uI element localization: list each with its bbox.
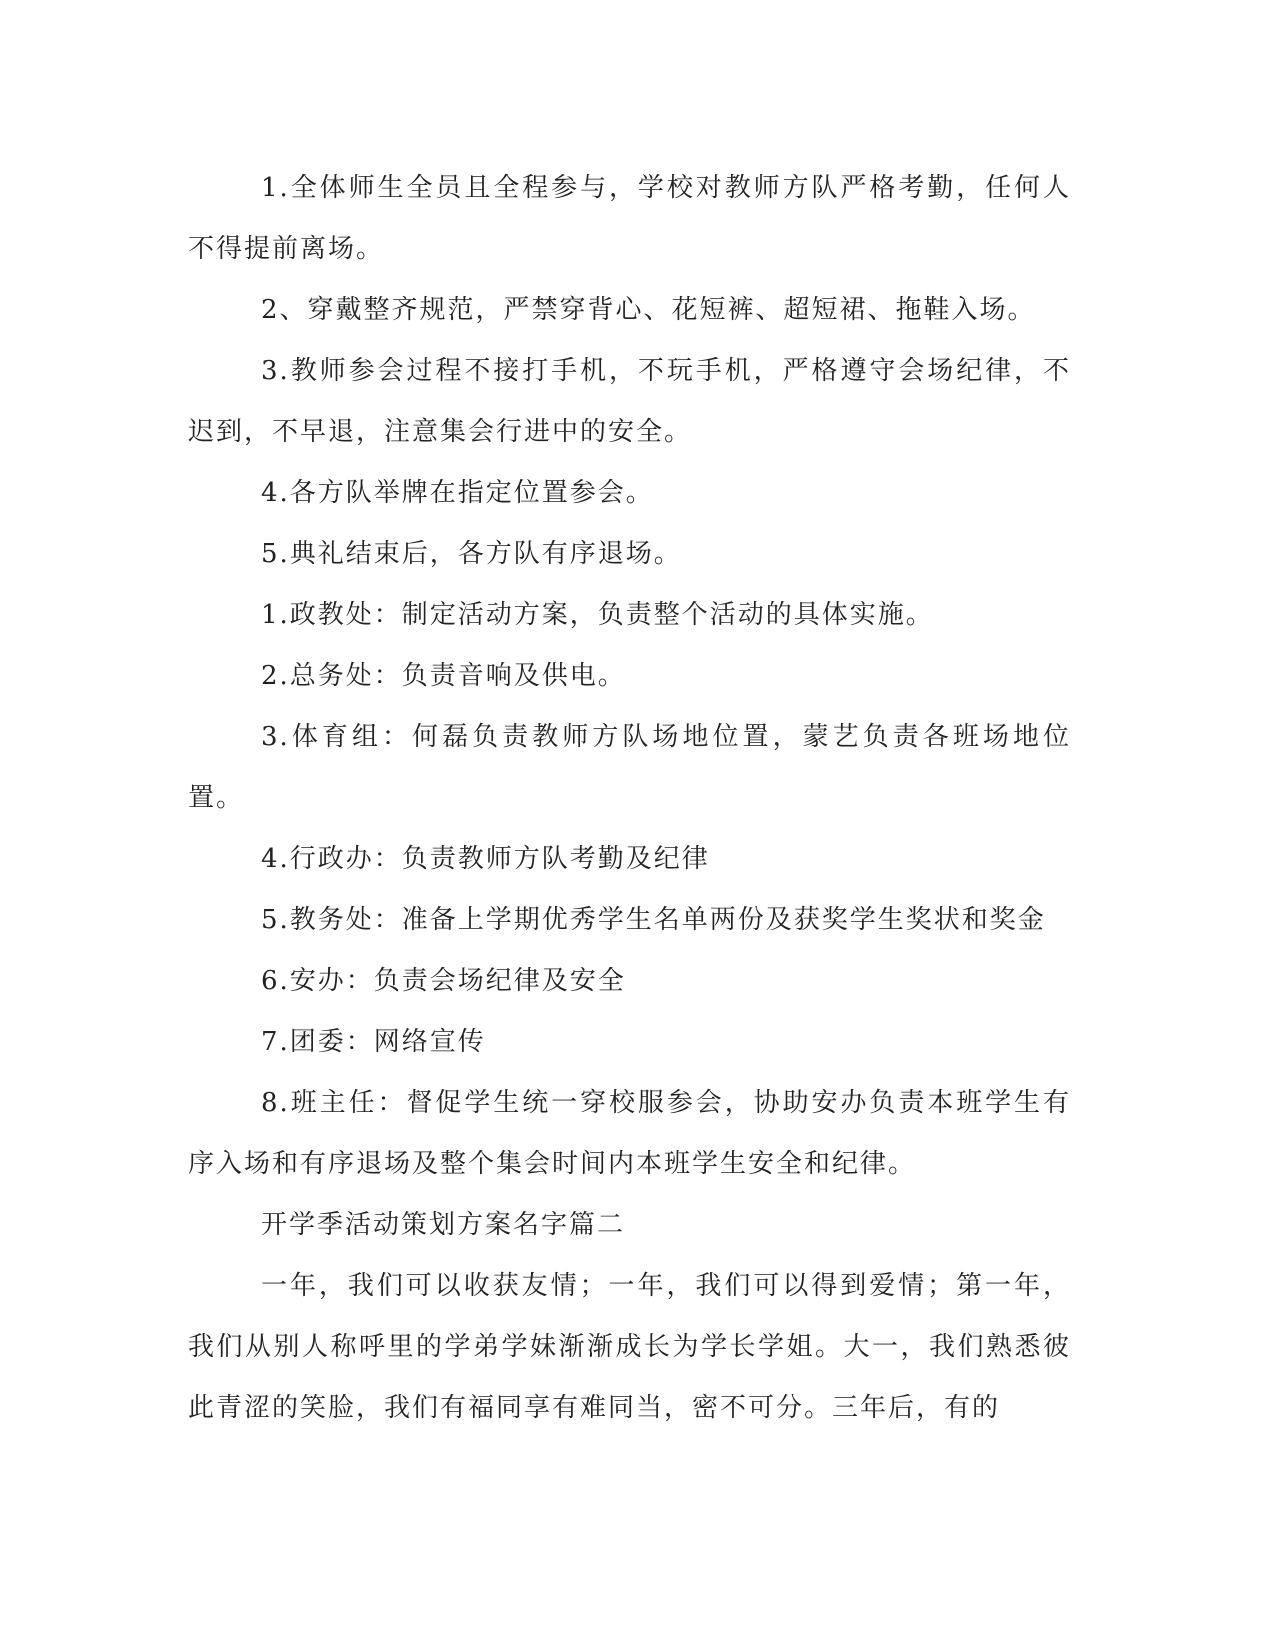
paragraph-duty-academic-affairs: 5.教务处：准备上学期优秀学生名单两份及获奖学生奖状和奖金 [261, 905, 1046, 935]
paragraph-duty-safety-office: 6.安办：负责会场纪律及安全 [261, 966, 626, 996]
paragraph-duty-youth-league: 7.团委：网络宣传 [261, 1027, 486, 1057]
paragraph-duty-head-teacher: 8.班主任：督促学生统一穿校服参会，协助安办负责本班学生有序入场和有序退场及整个集会时间内本班学生安全和纪律。 [188, 1088, 1071, 1179]
paragraph-duty-admin-office: 4.行政办：负责教师方队考勤及纪律 [261, 844, 710, 874]
paragraph-exit-rule: 5.典礼结束后，各方队有序退场。 [261, 539, 682, 569]
paragraph-attendance-rule: 1.全体师生全员且全程参与，学校对教师方队严格考勤，任何人不得提前离场。 [188, 173, 1071, 264]
paragraph-duty-general-affairs: 2.总务处：负责音响及供电。 [261, 661, 626, 691]
paragraph-duty-pe-group: 3.体育组：何磊负责教师方队场地位置，蒙艺负责各班场地位置。 [188, 722, 1071, 813]
paragraph-placard-rule: 4.各方队举牌在指定位置参会。 [261, 478, 654, 508]
paragraph-dress-rule: 2、穿戴整齐规范，严禁穿背心、花短裤、超短裙、拖鞋入场。 [261, 295, 1036, 325]
paragraph-discipline-rule: 3.教师参会过程不接打手机，不玩手机，严格遵守会场纪律，不迟到，不早退，注意集会行进中的安全。 [188, 356, 1071, 447]
document-body [188, 158, 1071, 1439]
paragraph-duty-political-office: 1.政教处：制定活动方案，负责整个活动的具体实施。 [261, 600, 934, 630]
section-heading: 开学季活动策划方案名字篇二 [261, 1210, 626, 1240]
paragraph-essay-intro: 一年，我们可以收获友情；一年，我们可以得到爱情；第一年，我们从别人称呼里的学弟学妹渐渐成长为学长学姐。大一，我们熟悉彼此青涩的笑脸，我们有福同享有难同当，密不可分。三年后，有的 [188, 1271, 1071, 1423]
